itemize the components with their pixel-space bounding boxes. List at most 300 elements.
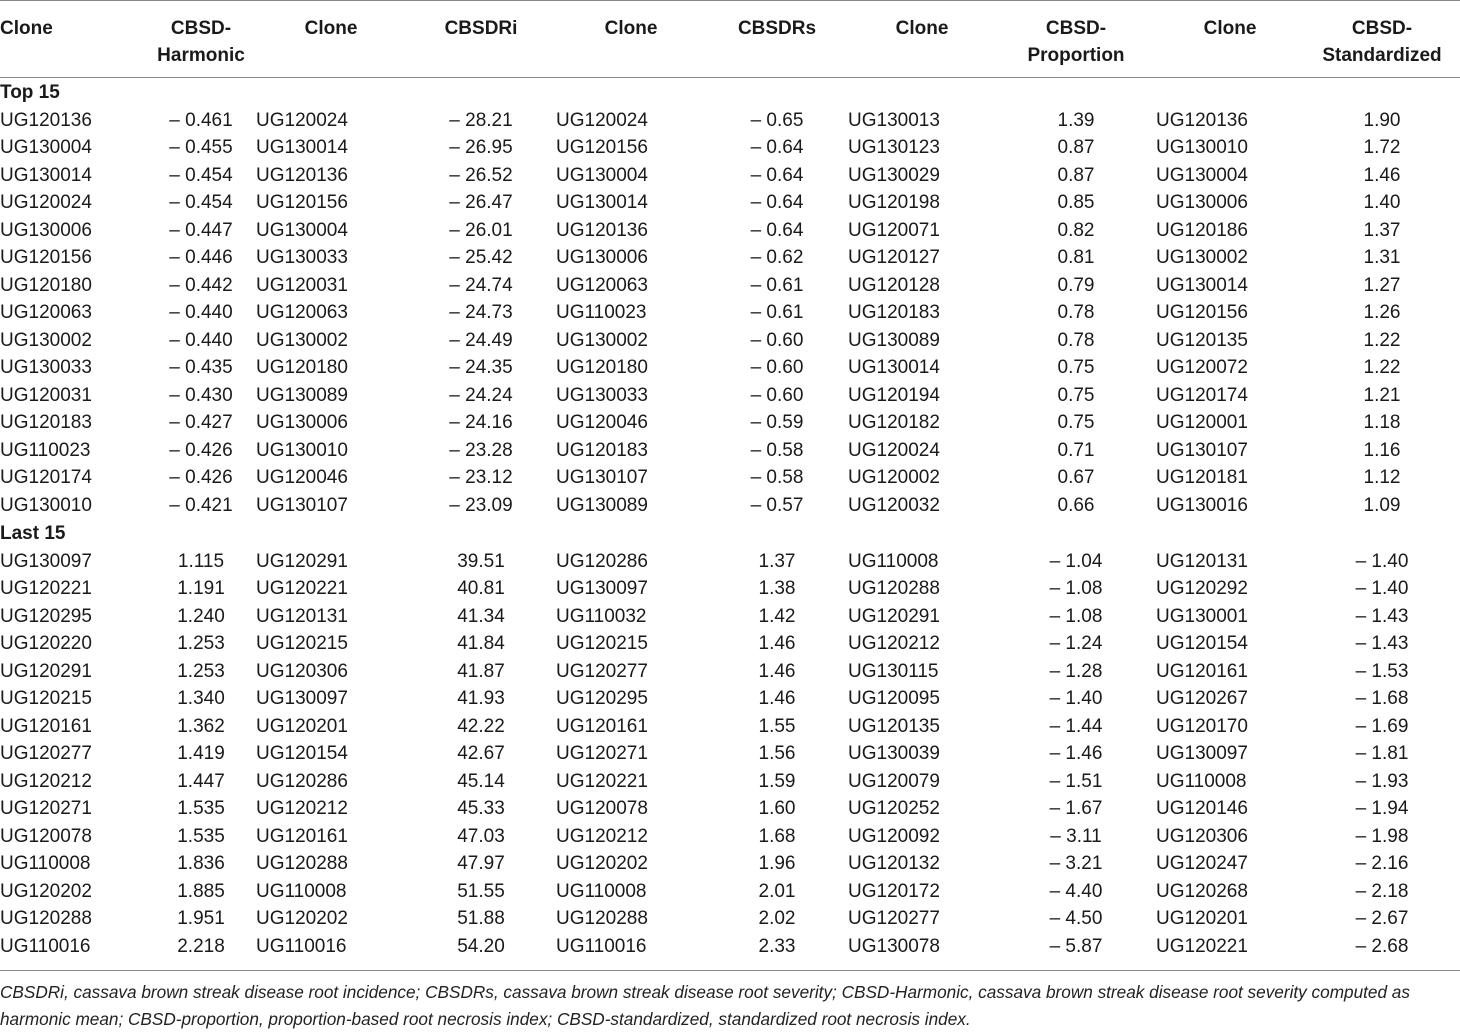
clone-cell: UG120183 <box>556 439 648 461</box>
value-cell: – 0.455 <box>169 137 233 159</box>
clone-cell: UG130014 <box>1156 274 1248 296</box>
value-cell: – 1.28 <box>1049 660 1103 682</box>
clone-cell: UG120268 <box>1156 880 1248 902</box>
column-header: Clone <box>1156 1 1304 78</box>
clone-cell: UG110016 <box>0 935 91 957</box>
column-header: Clone <box>256 1 406 78</box>
clone-cell: UG130002 <box>0 329 92 351</box>
clone-cell: UG110023 <box>556 302 647 324</box>
clone-cell: UG130089 <box>848 329 940 351</box>
clone-cell: UG120202 <box>256 908 348 930</box>
clone-cell: UG110008 <box>556 880 647 902</box>
clone-cell: UG120154 <box>1156 633 1248 655</box>
value-cell: 1.46 <box>1363 164 1401 186</box>
clone-cell: UG120271 <box>0 798 92 820</box>
clone-cell: UG120215 <box>256 633 348 655</box>
clone-cell: UG130097 <box>556 578 648 600</box>
clone-cell: UG120295 <box>0 605 92 627</box>
value-cell: 1.12 <box>1363 467 1401 489</box>
value-cell: – 2.68 <box>1355 935 1409 957</box>
column-header: CBSDRs <box>706 1 848 78</box>
clone-cell: UG120072 <box>1156 357 1248 379</box>
value-cell: – 1.69 <box>1355 715 1409 737</box>
clone-cell: UG120288 <box>556 908 648 930</box>
value-cell: 1.21 <box>1363 384 1401 406</box>
value-cell: 1.340 <box>177 688 225 710</box>
clone-cell: UG120181 <box>1156 467 1248 489</box>
clone-cell: UG120288 <box>0 908 92 930</box>
column-header: Clone <box>848 1 996 78</box>
table-bottom-rule <box>0 970 1460 971</box>
table-row <box>0 548 1460 576</box>
value-cell: 42.22 <box>457 715 505 737</box>
value-cell: – 1.53 <box>1355 660 1409 682</box>
value-cell: 1.37 <box>758 550 796 572</box>
clone-cell: UG130033 <box>556 384 648 406</box>
table-row <box>0 795 1460 823</box>
value-cell: – 0.60 <box>750 329 804 351</box>
clone-cell: UG120267 <box>1156 688 1248 710</box>
value-cell: – 0.446 <box>169 247 233 269</box>
clone-cell: UG110032 <box>556 605 647 627</box>
value-cell: – 0.58 <box>750 439 804 461</box>
clone-cell: UG120221 <box>1156 935 1248 957</box>
table-row <box>0 354 1460 382</box>
clone-cell: UG130010 <box>256 439 348 461</box>
clone-cell: UG130002 <box>1156 247 1248 269</box>
clone-cell: UG120132 <box>848 853 940 875</box>
value-cell: 2.02 <box>758 908 796 930</box>
table-row <box>0 905 1460 933</box>
clone-cell: UG120001 <box>1156 412 1248 434</box>
value-cell: – 0.454 <box>169 164 233 186</box>
value-cell: – 0.59 <box>750 412 804 434</box>
clone-cell: UG120194 <box>848 384 940 406</box>
clone-cell: UG130097 <box>1156 743 1248 765</box>
clone-cell: UG130107 <box>1156 439 1248 461</box>
table-row <box>0 630 1460 658</box>
clone-cell: UG120131 <box>256 605 348 627</box>
table-row <box>0 850 1460 878</box>
value-cell: – 1.08 <box>1049 605 1103 627</box>
value-cell: 1.31 <box>1363 247 1401 269</box>
clone-cell: UG130014 <box>0 164 92 186</box>
value-cell: 0.85 <box>1057 192 1095 214</box>
clone-cell: UG120078 <box>0 825 92 847</box>
value-cell: 1.836 <box>177 853 225 875</box>
value-cell: 1.46 <box>758 633 796 655</box>
clone-cell: UG130089 <box>556 494 648 516</box>
table-row <box>0 685 1460 713</box>
value-cell: – 2.67 <box>1355 908 1409 930</box>
clone-cell: UG120215 <box>556 633 648 655</box>
table-row <box>0 713 1460 741</box>
value-cell: – 0.454 <box>169 192 233 214</box>
value-cell: 1.18 <box>1363 412 1401 434</box>
clone-cell: UG130107 <box>556 467 648 489</box>
clone-cell: UG130029 <box>848 164 940 186</box>
clone-cell: UG120024 <box>556 109 648 131</box>
value-cell: – 0.58 <box>750 467 804 489</box>
value-cell: – 0.447 <box>169 219 233 241</box>
value-cell: – 1.94 <box>1355 798 1409 820</box>
value-cell: – 1.24 <box>1049 633 1103 655</box>
column-header: CBSD- Standardized <box>1304 1 1460 78</box>
value-cell: 1.39 <box>1057 109 1095 131</box>
table-header <box>0 1 1460 78</box>
value-cell: – 5.87 <box>1049 935 1103 957</box>
clone-cell: UG120136 <box>556 219 648 241</box>
clone-cell: UG120182 <box>848 412 940 434</box>
value-cell: 1.253 <box>177 633 225 655</box>
column-header: CBSD- Harmonic <box>146 1 256 78</box>
value-cell: – 1.46 <box>1049 743 1103 765</box>
value-cell: 0.81 <box>1057 247 1095 269</box>
clone-cell: UG110008 <box>848 550 939 572</box>
value-cell: – 24.16 <box>449 412 513 434</box>
value-cell: – 0.57 <box>750 494 804 516</box>
value-cell: 1.40 <box>1363 192 1401 214</box>
table-row <box>0 878 1460 906</box>
value-cell: 1.16 <box>1363 439 1401 461</box>
value-cell: 1.191 <box>177 578 225 600</box>
clone-cell: UG120215 <box>0 688 92 710</box>
value-cell: – 26.01 <box>449 219 513 241</box>
table-row <box>0 217 1460 245</box>
value-cell: – 0.440 <box>169 329 233 351</box>
value-cell: – 1.40 <box>1355 578 1409 600</box>
value-cell: – 0.421 <box>169 494 233 516</box>
clone-cell: UG120180 <box>256 357 348 379</box>
clone-cell: UG120161 <box>1156 660 1248 682</box>
clone-cell: UG120135 <box>848 715 940 737</box>
value-cell: 51.88 <box>457 908 505 930</box>
value-cell: – 1.43 <box>1355 605 1409 627</box>
clone-cell: UG120180 <box>556 357 648 379</box>
clone-cell: UG130004 <box>556 164 648 186</box>
value-cell: – 3.21 <box>1049 853 1103 875</box>
clone-cell: UG120174 <box>0 467 92 489</box>
clone-cell: UG120202 <box>556 853 648 875</box>
table-row <box>0 492 1460 520</box>
clone-cell: UG120201 <box>256 715 348 737</box>
value-cell: 2.33 <box>758 935 796 957</box>
value-cell: 0.87 <box>1057 164 1095 186</box>
value-cell: 45.14 <box>457 770 505 792</box>
table-footnote: CBSDRi, cassava brown streak disease root incidence; CBSDRs, cassava brown streak disease root severity; CBSD-Harmonic, cassava brown streak disease root severity computed as harmonic mean; CBSD-proportion, proportion-based root necrosis index; CBSD-standardized, standardized root necrosis index. <box>0 982 1410 1029</box>
value-cell: – 28.21 <box>449 109 513 131</box>
clone-cell: UG120295 <box>556 688 648 710</box>
value-cell: 1.535 <box>177 798 225 820</box>
clone-cell: UG110008 <box>256 880 347 902</box>
value-cell: – 0.64 <box>750 164 804 186</box>
value-cell: 1.46 <box>758 660 796 682</box>
value-cell: 1.56 <box>758 743 796 765</box>
clone-cell: UG120271 <box>556 743 648 765</box>
clone-cell: UG120063 <box>556 274 648 296</box>
value-cell: 0.75 <box>1057 357 1095 379</box>
value-cell: – 0.64 <box>750 137 804 159</box>
value-cell: 1.60 <box>758 798 796 820</box>
value-cell: 1.22 <box>1363 329 1401 351</box>
clone-cell: UG120024 <box>0 192 92 214</box>
clone-cell: UG120078 <box>556 798 648 820</box>
clone-cell: UG130006 <box>1156 192 1248 214</box>
clone-cell: UG120161 <box>256 825 348 847</box>
clone-cell: UG120079 <box>848 770 940 792</box>
value-cell: – 0.430 <box>169 384 233 406</box>
clone-cell: UG120212 <box>256 798 348 820</box>
table-row <box>0 603 1460 631</box>
clone-cell: UG130016 <box>1156 494 1248 516</box>
table-row <box>0 658 1460 686</box>
table-row <box>0 189 1460 217</box>
clone-cell: UG120306 <box>1156 825 1248 847</box>
clone-cell: UG120136 <box>256 164 348 186</box>
table-row <box>0 327 1460 355</box>
clone-cell: UG120161 <box>556 715 648 737</box>
value-cell: – 26.95 <box>449 137 513 159</box>
clone-cell: UG120128 <box>848 274 940 296</box>
value-cell: – 0.461 <box>169 109 233 131</box>
clone-cell: UG120174 <box>1156 384 1248 406</box>
table-row <box>0 575 1460 603</box>
section-row <box>0 78 1460 107</box>
clone-cell: UG110008 <box>0 853 91 875</box>
clone-cell: UG120183 <box>848 302 940 324</box>
table-row <box>0 382 1460 410</box>
clone-cell: UG130039 <box>848 743 940 765</box>
value-cell: – 0.60 <box>750 384 804 406</box>
value-cell: 1.96 <box>758 853 796 875</box>
value-cell: – 0.61 <box>750 274 804 296</box>
value-cell: – 1.68 <box>1355 688 1409 710</box>
clone-cell: UG120291 <box>0 660 92 682</box>
clone-cell: UG120156 <box>256 192 348 214</box>
value-cell: 42.67 <box>457 743 505 765</box>
clone-cell: UG120221 <box>0 578 92 600</box>
value-cell: – 0.427 <box>169 412 233 434</box>
value-cell: – 1.44 <box>1049 715 1103 737</box>
clone-cell: UG110023 <box>0 439 91 461</box>
section-row <box>0 519 1460 548</box>
clone-cell: UG130010 <box>0 494 92 516</box>
clone-cell: UG120292 <box>1156 578 1248 600</box>
table-row <box>0 409 1460 437</box>
value-cell: – 0.65 <box>750 109 804 131</box>
clone-cell: UG120161 <box>0 715 92 737</box>
clone-cell: UG130014 <box>556 192 648 214</box>
value-cell: – 0.435 <box>169 357 233 379</box>
value-cell: 1.38 <box>758 578 796 600</box>
clone-cell: UG120156 <box>1156 302 1248 324</box>
value-cell: 1.951 <box>177 908 225 930</box>
value-cell: 54.20 <box>457 935 505 957</box>
value-cell: 0.66 <box>1057 494 1095 516</box>
value-cell: 1.447 <box>177 770 225 792</box>
value-cell: 0.87 <box>1057 137 1095 159</box>
clone-cell: UG120288 <box>848 578 940 600</box>
value-cell: – 0.64 <box>750 192 804 214</box>
value-cell: 40.81 <box>457 578 505 600</box>
clone-cell: UG120306 <box>256 660 348 682</box>
table-row <box>0 107 1460 135</box>
clone-cell: UG130006 <box>0 219 92 241</box>
clone-cell: UG120288 <box>256 853 348 875</box>
column-header: CBSDRi <box>406 1 556 78</box>
value-cell: – 25.42 <box>449 247 513 269</box>
table-row <box>0 272 1460 300</box>
value-cell: – 1.81 <box>1355 743 1409 765</box>
value-cell: 0.71 <box>1057 439 1095 461</box>
value-cell: – 1.43 <box>1355 633 1409 655</box>
clone-cell: UG120135 <box>1156 329 1248 351</box>
clone-cell: UG120277 <box>556 660 648 682</box>
clone-cell: UG120221 <box>256 578 348 600</box>
clone-cell: UG130004 <box>0 137 92 159</box>
value-cell: – 0.64 <box>750 219 804 241</box>
clone-cell: UG120198 <box>848 192 940 214</box>
clone-cell: UG130033 <box>0 357 92 379</box>
value-cell: 51.55 <box>457 880 505 902</box>
value-cell: 1.240 <box>177 605 225 627</box>
clone-cell: UG130013 <box>848 109 940 131</box>
clone-cell: UG120286 <box>256 770 348 792</box>
value-cell: 41.93 <box>457 688 505 710</box>
value-cell: – 0.426 <box>169 467 233 489</box>
table-row <box>0 464 1460 492</box>
value-cell: – 2.18 <box>1355 880 1409 902</box>
value-cell: 0.78 <box>1057 302 1095 324</box>
clone-cell: UG130078 <box>848 935 940 957</box>
value-cell: – 0.61 <box>750 302 804 324</box>
clone-cell: UG120202 <box>0 880 92 902</box>
clone-cell: UG130006 <box>256 412 348 434</box>
clone-cell: UG120146 <box>1156 798 1248 820</box>
clone-cell: UG130001 <box>1156 605 1248 627</box>
clone-cell: UG120046 <box>556 412 648 434</box>
clone-cell: UG120252 <box>848 798 940 820</box>
value-cell: 1.22 <box>1363 357 1401 379</box>
clone-cell: UG110016 <box>556 935 647 957</box>
clone-cell: UG120131 <box>1156 550 1248 572</box>
value-cell: – 24.35 <box>449 357 513 379</box>
clone-cell: UG120220 <box>0 633 92 655</box>
value-cell: – 1.51 <box>1049 770 1103 792</box>
clone-cell: UG130123 <box>848 137 940 159</box>
value-cell: 47.03 <box>457 825 505 847</box>
value-cell: – 24.24 <box>449 384 513 406</box>
value-cell: 1.27 <box>1363 274 1401 296</box>
clone-cell: UG120024 <box>256 109 348 131</box>
table-row <box>0 162 1460 190</box>
clone-cell: UG110016 <box>256 935 347 957</box>
clone-cell: UG130097 <box>0 550 92 572</box>
clone-cell: UG120031 <box>0 384 92 406</box>
value-cell: 1.46 <box>758 688 796 710</box>
clone-cell: UG120221 <box>556 770 648 792</box>
section-label: Top 15 <box>0 82 60 104</box>
clone-cell: UG130002 <box>256 329 348 351</box>
table-row <box>0 740 1460 768</box>
clone-cell: UG120186 <box>1156 219 1248 241</box>
value-cell: – 1.40 <box>1355 550 1409 572</box>
value-cell: – 0.60 <box>750 357 804 379</box>
clone-cell: UG120127 <box>848 247 940 269</box>
clone-cell: UG130033 <box>256 247 348 269</box>
value-cell: – 23.28 <box>449 439 513 461</box>
clone-cell: UG120247 <box>1156 853 1248 875</box>
value-cell: 0.67 <box>1057 467 1095 489</box>
clone-cell: UG120032 <box>848 494 940 516</box>
clone-cell: UG120212 <box>556 825 648 847</box>
clone-cell: UG130004 <box>1156 164 1248 186</box>
value-cell: 1.535 <box>177 825 225 847</box>
clone-cell: UG120031 <box>256 274 348 296</box>
clone-cell: UG120286 <box>556 550 648 572</box>
clone-cell: UG120063 <box>256 302 348 324</box>
column-header: CBSD- Proportion <box>996 1 1156 78</box>
clone-cell: UG120156 <box>556 137 648 159</box>
value-cell: – 26.47 <box>449 192 513 214</box>
clone-cell: UG120291 <box>256 550 348 572</box>
header-row <box>0 1 1460 78</box>
clone-cell: UG130006 <box>556 247 648 269</box>
value-cell: – 23.12 <box>449 467 513 489</box>
table-row <box>0 299 1460 327</box>
table-body <box>0 78 1460 961</box>
value-cell: 1.419 <box>177 743 225 765</box>
value-cell: – 24.73 <box>449 302 513 324</box>
clone-cell: UG120092 <box>848 825 940 847</box>
clone-cell: UG120095 <box>848 688 940 710</box>
clone-cell: UG130010 <box>1156 137 1248 159</box>
table-row <box>0 823 1460 851</box>
value-cell: 1.362 <box>177 715 225 737</box>
clone-cell: UG130107 <box>256 494 348 516</box>
value-cell: – 23.09 <box>449 494 513 516</box>
value-cell: – 1.98 <box>1355 825 1409 847</box>
clone-cell: UG130089 <box>256 384 348 406</box>
clone-cell: UG130097 <box>256 688 348 710</box>
clone-cell: UG120136 <box>1156 109 1248 131</box>
value-cell: 2.01 <box>758 880 796 902</box>
value-cell: 41.87 <box>457 660 505 682</box>
value-cell: – 24.49 <box>449 329 513 351</box>
clone-cell: UG120002 <box>848 467 940 489</box>
clone-cell: UG130002 <box>556 329 648 351</box>
value-cell: 0.78 <box>1057 329 1095 351</box>
value-cell: – 0.426 <box>169 439 233 461</box>
clone-cell: UG110008 <box>1156 770 1247 792</box>
value-cell: 1.42 <box>758 605 796 627</box>
value-cell: 1.885 <box>177 880 225 902</box>
clone-cell: UG120024 <box>848 439 940 461</box>
value-cell: 1.115 <box>177 550 225 572</box>
value-cell: 1.37 <box>1363 219 1401 241</box>
clone-cell: UG120071 <box>848 219 940 241</box>
clone-cell: UG120156 <box>0 247 92 269</box>
clone-cell: UG120170 <box>1156 715 1248 737</box>
value-cell: 45.33 <box>457 798 505 820</box>
clone-cell: UG120212 <box>848 633 940 655</box>
value-cell: 41.84 <box>457 633 505 655</box>
value-cell: 1.253 <box>177 660 225 682</box>
value-cell: 0.82 <box>1057 219 1095 241</box>
table-row <box>0 768 1460 796</box>
clone-cell: UG120291 <box>848 605 940 627</box>
clone-cell: UG130115 <box>848 660 939 682</box>
